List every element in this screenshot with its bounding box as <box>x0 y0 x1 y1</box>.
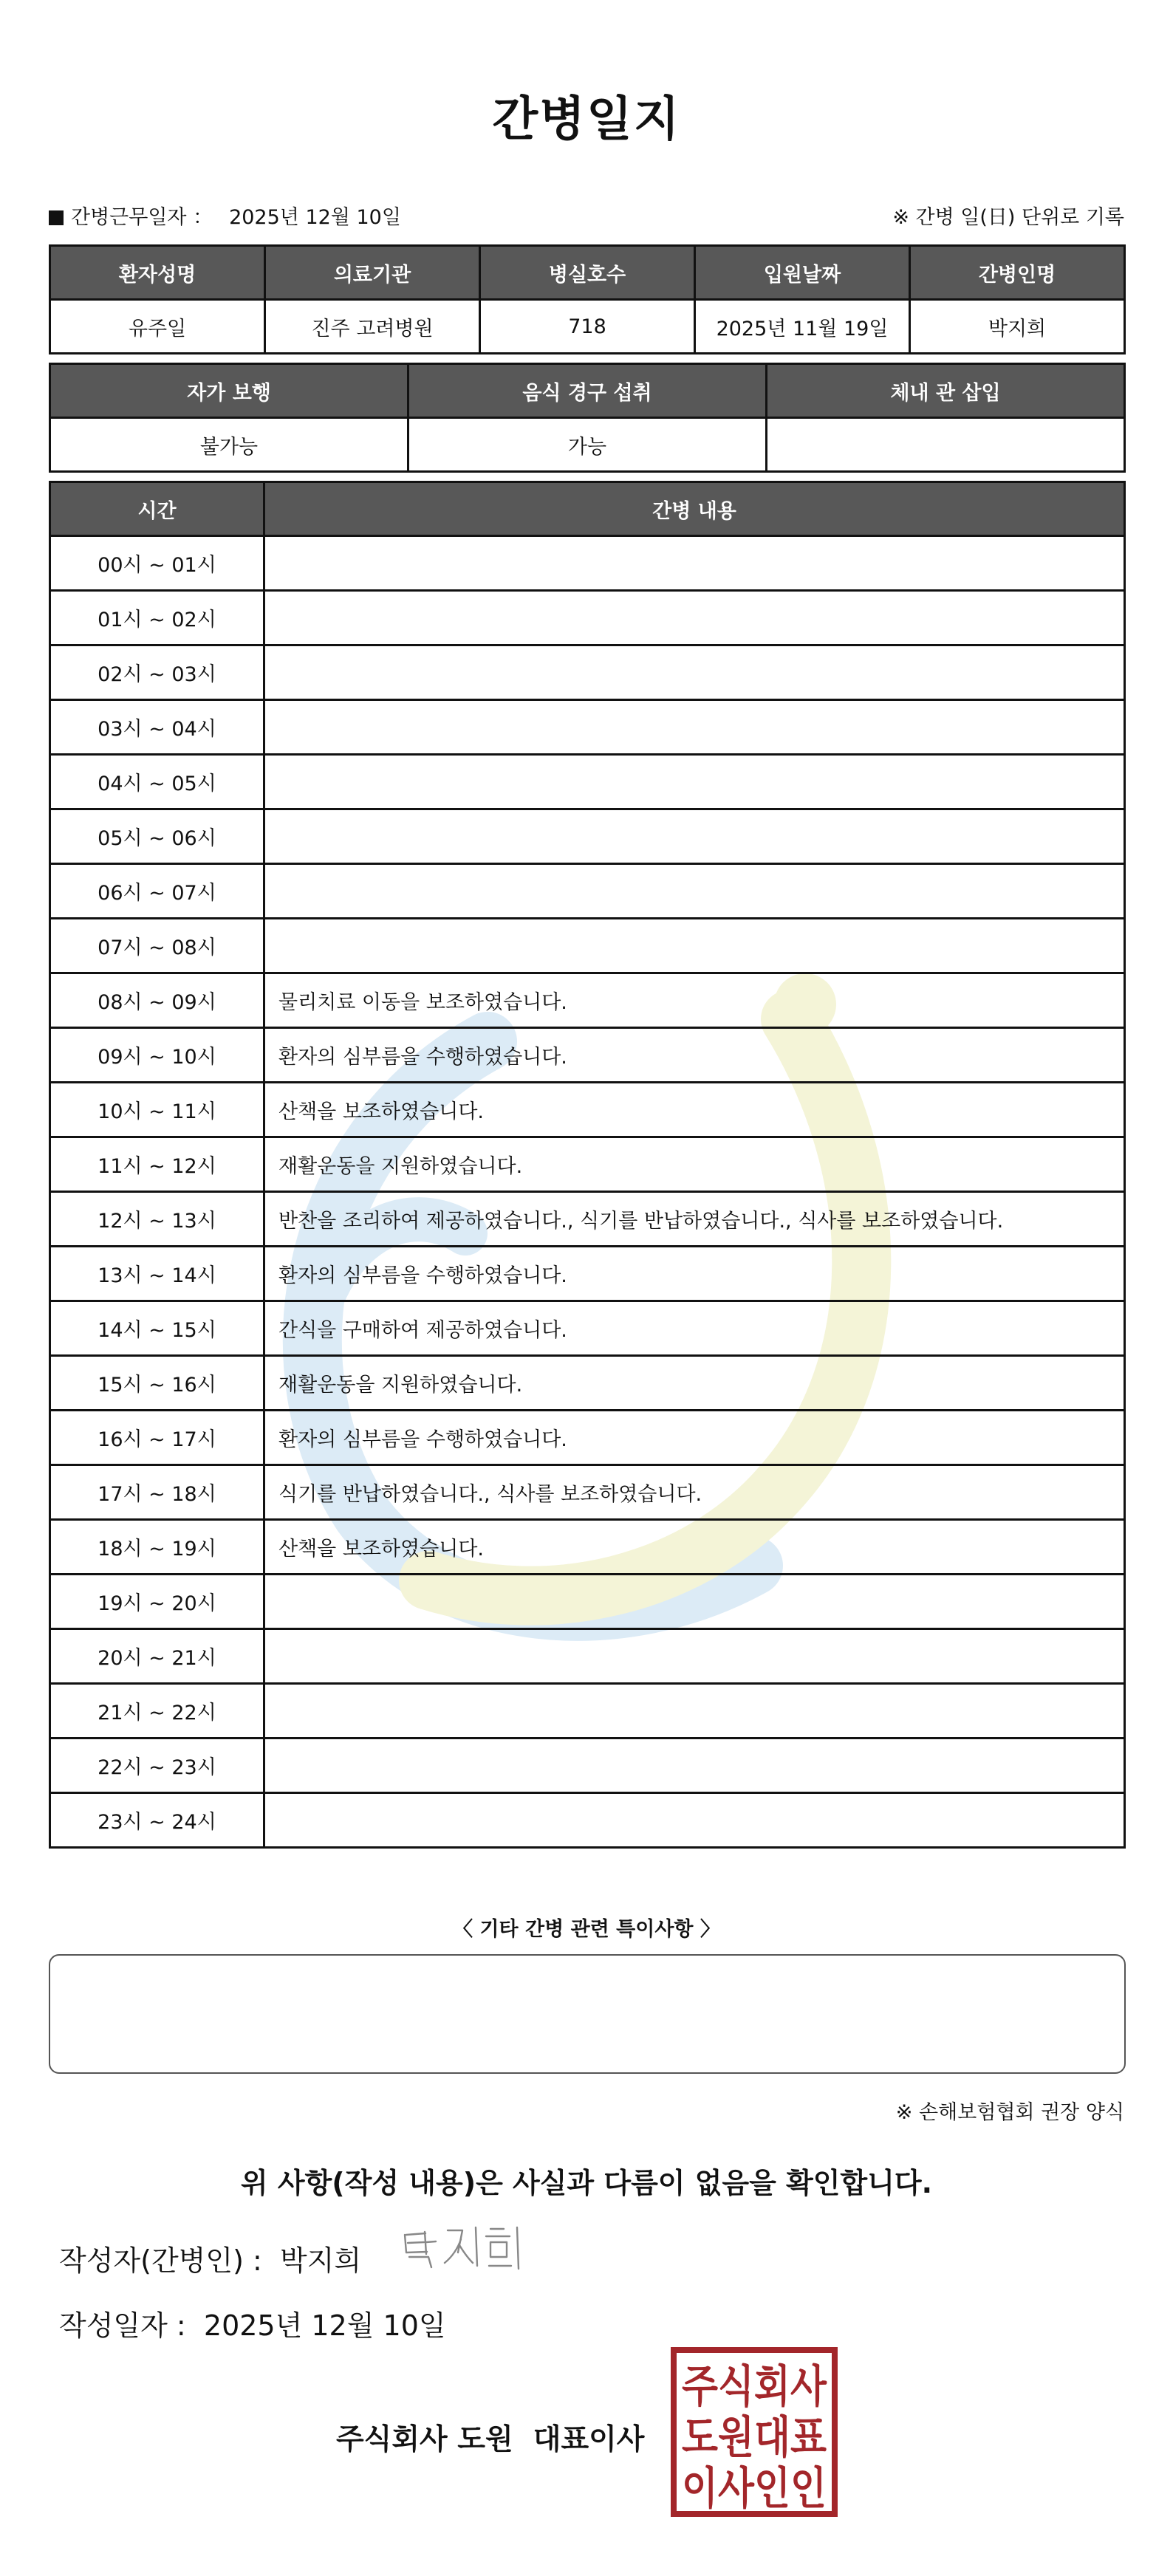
notes-title: 〈 기타 간병 관련 특이사항 〉 <box>453 1918 720 1941</box>
company-name: 주식회사 도원 <box>336 2423 513 2456</box>
time-slot: 13시 ~ 14시 <box>50 1247 264 1301</box>
header-admission-date: 입원날짜 <box>695 246 910 300</box>
write-date-value: 2025년 12월 10일 <box>203 2309 446 2342</box>
care-content <box>264 809 1125 864</box>
time-slot: 03시 ~ 04시 <box>50 700 264 755</box>
header-room-number: 병실호수 <box>480 246 695 300</box>
handwritten-signature <box>399 2220 532 2272</box>
time-slot: 02시 ~ 03시 <box>50 645 264 700</box>
time-slot: 18시 ~ 19시 <box>50 1520 264 1575</box>
header-patient-name: 환자성명 <box>50 246 265 300</box>
table-row <box>50 1137 1125 1192</box>
care-content: 간식을 구매하여 제공하였습니다. <box>264 1301 1125 1356</box>
time-slot: 20시 ~ 21시 <box>50 1629 264 1684</box>
time-slot: 10시 ~ 11시 <box>50 1083 264 1137</box>
caregiver-name: 박지희 <box>910 300 1125 354</box>
table-row <box>50 1411 1125 1465</box>
care-content: 환자의 심부름을 수행하였습니다. <box>264 1247 1125 1301</box>
header-time: 시간 <box>50 482 264 536</box>
write-date-label: 작성일자 : <box>59 2309 186 2342</box>
table-row <box>50 1465 1125 1520</box>
room-number: 718 <box>480 300 695 354</box>
table-row <box>50 1356 1125 1411</box>
care-log-table <box>49 481 1126 1849</box>
table-row <box>50 1520 1125 1575</box>
time-slot: 08시 ~ 09시 <box>50 973 264 1028</box>
table-row <box>50 1684 1125 1739</box>
table-row <box>50 591 1125 645</box>
work-date-label: 간병근무일자 ： <box>71 206 213 229</box>
table-row <box>50 1247 1125 1301</box>
time-slot: 16시 ~ 17시 <box>50 1411 264 1465</box>
care-content <box>264 536 1125 591</box>
tube-insertion-value <box>767 418 1125 472</box>
header-tube-insertion: 체내 관 삽입 <box>767 364 1125 418</box>
care-content <box>264 1629 1125 1684</box>
time-slot: 15시 ~ 16시 <box>50 1356 264 1411</box>
care-content: 식기를 반납하였습니다., 식사를 보조하였습니다. <box>264 1465 1125 1520</box>
table-row <box>50 645 1125 700</box>
care-content <box>264 1575 1125 1629</box>
patient-status-value-row <box>50 418 1125 472</box>
table-row <box>50 1575 1125 1629</box>
oral-intake-value: 가능 <box>408 418 767 472</box>
black-square-icon <box>49 210 64 225</box>
table-row <box>50 1083 1125 1137</box>
time-slot: 14시 ~ 15시 <box>50 1301 264 1356</box>
care-content <box>264 645 1125 700</box>
care-content <box>264 1793 1125 1848</box>
table-row <box>50 700 1125 755</box>
company-line <box>336 2416 644 2458</box>
work-date-block <box>49 201 401 230</box>
patient-name: 유주일 <box>50 300 265 354</box>
writer-label: 작성자(간병인) : <box>59 2244 262 2277</box>
care-content <box>264 591 1125 645</box>
table-row <box>50 1301 1125 1356</box>
time-slot: 00시 ~ 01시 <box>50 536 264 591</box>
care-content: 재활운동을 지원하였습니다. <box>264 1137 1125 1192</box>
seal-line-3: 이사인인 <box>682 2463 827 2515</box>
time-slot: 21시 ~ 22시 <box>50 1684 264 1739</box>
header-care-content: 간병 내용 <box>264 482 1125 536</box>
care-content <box>264 700 1125 755</box>
header-hospital: 의료기관 <box>265 246 480 300</box>
patient-info-table <box>49 244 1126 354</box>
self-walking-value: 불가능 <box>50 418 408 472</box>
care-content: 재활운동을 지원하였습니다. <box>264 1356 1125 1411</box>
write-date-line <box>59 2303 446 2343</box>
recommendation-note: ※ 손해보험협회 권장 양식 <box>895 2101 1124 2124</box>
table-row <box>50 973 1125 1028</box>
table-row <box>50 864 1125 919</box>
work-date-value: 2025년 12월 10일 <box>229 206 401 229</box>
care-content: 산책을 보조하였습니다. <box>264 1520 1125 1575</box>
time-slot: 09시 ~ 10시 <box>50 1028 264 1083</box>
header-caregiver-name: 간병인명 <box>910 246 1125 300</box>
care-content <box>264 864 1125 919</box>
care-content: 환자의 심부름을 수행하였습니다. <box>264 1028 1125 1083</box>
notes-box <box>49 1954 1126 2074</box>
time-slot: 05시 ~ 06시 <box>50 809 264 864</box>
document-title: 간병일지 <box>492 92 681 147</box>
seal-line-1: 주식회사 <box>682 2361 827 2413</box>
record-note: ※ 간병 일(日) 단위로 기록 <box>892 206 1124 229</box>
patient-info-header-row <box>50 246 1125 300</box>
care-content: 반찬을 조리하여 제공하였습니다., 식기를 반납하였습니다., 식사를 보조하였습니다. <box>264 1192 1125 1247</box>
confirmation-statement: 위 사항(작성 내용)은 사실과 다름이 없음을 확인합니다. <box>240 2167 933 2199</box>
care-content <box>264 919 1125 973</box>
table-row <box>50 1028 1125 1083</box>
time-slot: 11시 ~ 12시 <box>50 1137 264 1192</box>
table-row <box>50 755 1125 809</box>
time-slot: 01시 ~ 02시 <box>50 591 264 645</box>
table-row <box>50 1739 1125 1793</box>
time-slot: 22시 ~ 23시 <box>50 1739 264 1793</box>
writer-name: 박지희 <box>279 2244 362 2277</box>
patient-status-header-row <box>50 364 1125 418</box>
care-log-body <box>50 536 1125 1848</box>
care-content: 산책을 보조하였습니다. <box>264 1083 1125 1137</box>
time-slot: 19시 ~ 20시 <box>50 1575 264 1629</box>
writer-line <box>59 2238 361 2278</box>
time-slot: 07시 ~ 08시 <box>50 919 264 973</box>
care-log-header-row <box>50 482 1125 536</box>
admission-date: 2025년 11월 19일 <box>695 300 910 354</box>
care-content: 물리치료 이동을 보조하였습니다. <box>264 973 1125 1028</box>
table-row <box>50 1629 1125 1684</box>
table-row <box>50 919 1125 973</box>
patient-status-table <box>49 363 1126 473</box>
meta-row <box>49 201 1124 230</box>
time-slot: 06시 ~ 07시 <box>50 864 264 919</box>
table-row <box>50 1192 1125 1247</box>
table-row <box>50 536 1125 591</box>
time-slot: 17시 ~ 18시 <box>50 1465 264 1520</box>
company-seal <box>671 2347 838 2517</box>
header-oral-intake: 음식 경구 섭취 <box>408 364 767 418</box>
care-content: 환자의 심부름을 수행하였습니다. <box>264 1411 1125 1465</box>
care-content <box>264 755 1125 809</box>
patient-info-value-row <box>50 300 1125 354</box>
ceo-label: 대표이사 <box>533 2423 645 2456</box>
table-row <box>50 809 1125 864</box>
time-slot: 12시 ~ 13시 <box>50 1192 264 1247</box>
seal-line-2: 도원대표 <box>682 2412 827 2464</box>
time-slot: 04시 ~ 05시 <box>50 755 264 809</box>
care-content <box>264 1684 1125 1739</box>
header-self-walking: 자가 보행 <box>50 364 408 418</box>
table-row <box>50 1793 1125 1848</box>
time-slot: 23시 ~ 24시 <box>50 1793 264 1848</box>
care-content <box>264 1739 1125 1793</box>
hospital-name: 진주 고려병원 <box>265 300 480 354</box>
